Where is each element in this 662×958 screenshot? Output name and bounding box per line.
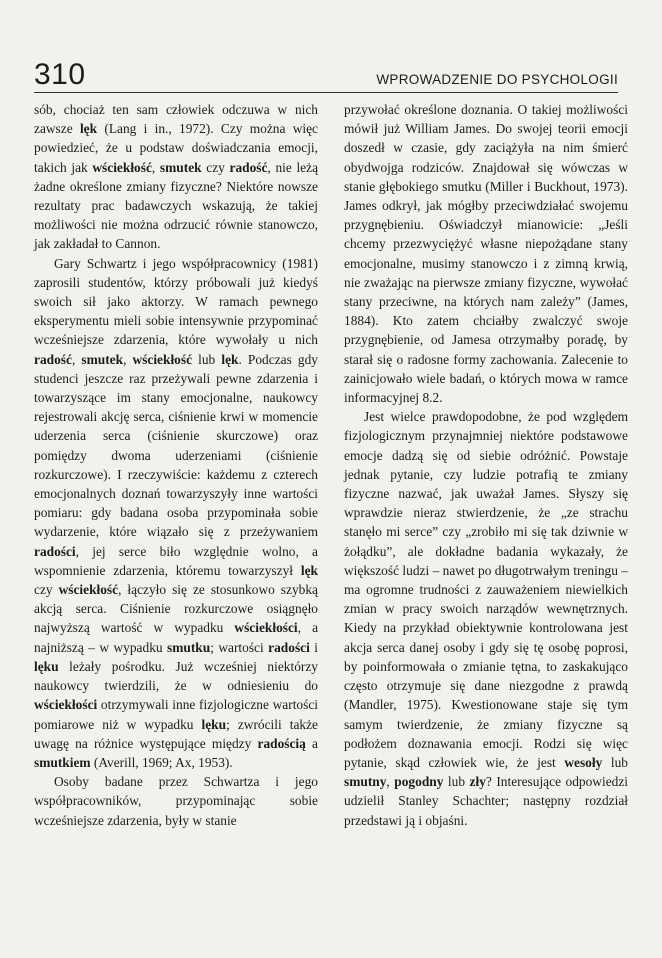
left-paragraph-3 — [34, 772, 318, 830]
text-run: leżały pośrodku. Już wcześniej niektórzy naukowcy twierdzili, że w odniesieniu do — [34, 658, 318, 694]
text-run: Osoby badane przez Schwartza i jego współpracowników, przypominając sobie wcześniejsze zdarzenia, były w stanie — [34, 774, 318, 828]
text-run: lub — [602, 754, 628, 770]
text-run: , łączyło się ze stosunkowo szybką akcją serca. Ciśnienie rozkurczowe osiągnęło najwyższą wartość w wypadku — [34, 582, 318, 636]
left-paragraph-1 — [34, 100, 318, 254]
emphasized-term: smutek — [81, 351, 124, 367]
emphasized-term: pogodny — [394, 774, 444, 790]
emphasized-term: wściekłości — [234, 620, 298, 636]
text-run: , — [151, 159, 160, 175]
emphasized-term: lęku — [34, 658, 59, 674]
emphasized-term: radości — [268, 639, 310, 655]
text-run: czy — [34, 582, 59, 598]
text-run: , — [71, 351, 82, 367]
emphasized-term: smutkiem — [34, 754, 91, 770]
text-run: , nie leżą żadne określone zmiany fizyczne? Niektóre nowsze rezultaty prac badawczych wskazują, że takiej możliwości nie można odrzucić równie stanowczo, jak zakładał to Cannon. — [34, 159, 319, 252]
text-run: ? Interesujące odpowiedzi udzielił Stanley Schachter; następny rozdział przedstawi ją i objaśni. — [344, 774, 628, 828]
text-run: a — [305, 735, 318, 751]
emphasized-term: smutny — [344, 774, 387, 790]
emphasized-term: wściekłość — [132, 351, 193, 367]
left-column — [34, 100, 318, 830]
right-paragraph-1 — [344, 100, 628, 407]
text-run: , jej serce biło względnie wolno, a wspomnienie zdarzenia, któremu towarzyszył — [34, 543, 318, 578]
emphasized-term: wściekłość — [58, 582, 119, 598]
text-run: i — [309, 639, 318, 655]
text-run: Jest wielce prawdopodobne, że pod względem fizjologicznym przynajmniej niektóre podstawowe emocje dadzą się od siebie odróżnić. Powstaje jednak pytanie, czy ludzie potrafią te zmiany fizyczne nazwać, jak uważał James. Słyszy się wprawdzie nieraz stwierdzenie, że „ze strachu stanęło mi serce” czy „zrobiło mi się tak dziwnie w żołądku”, ale dokładne badania wykazały, że większość ludzi – nawet po długotrwałym treningu – ma ogromne trudności z zauważeniem niewielkich zmian w pracy swoich narządów wewnętrznych. Kiedy na przykład obiektywnie kontrolowana jest akcja serca danej osoby i gdy się tę osobę poprosi, by poinformowała o zmianie tętna, to zaskakująco często otrzymuje się dane niezgodne z prawdą (Mandler, 1975). Kwestionowane staje się tym samym twierdzenie, że zmiany fizyczne są podłożem doznawania emocji. Rodzi się więc pytanie, skąd człowiek wie, że jest — [344, 409, 628, 770]
text-run: (Averill, 1969; Ax, 1953). — [90, 754, 233, 770]
emphasized-term: radość — [229, 159, 268, 175]
text-run: Gary Schwartz i jego współpracownicy (1981) zaprosili studentów, którzy próbowali już kiedyś swoich sił jako aktorzy. W ramach pewnego eksperymentu mieli sobie intensywnie przypominać wcześniejsze zdarzenia, które wywołały u nich — [34, 255, 318, 348]
emphasized-term: lęk — [79, 121, 98, 137]
running-head-title: WPROWADZENIE DO PSYCHOLOGII — [376, 72, 618, 87]
emphasized-term: smutek — [159, 159, 202, 175]
emphasized-term: wesoły — [564, 754, 603, 770]
emphasized-term: wściekłość — [92, 159, 152, 175]
text-run: , — [123, 351, 133, 367]
emphasized-term: radości — [34, 543, 76, 559]
right-column — [344, 100, 628, 830]
text-run: , — [386, 774, 395, 790]
emphasized-term: smutku — [167, 639, 211, 655]
text-run: przywołać określone doznania. O takiej możliwości mówił już William James. Do swojej teorii emocji doszedł w czasie, gdy zaciążyła na nim śmierć obydwojga rodziców. Znajdował się wówczas w stanie głębokiego smutku (Miller i Buckhout, 1973). James odkrył, jak mógłby przeciwdziałać swojemu przygnębieniu. Oświadczył mianowicie: „Jeśli chcemy przezwyciężyć własne niepożądane stany emocjonalne, musimy stanowczo i z zimną krwią, nie zważając na pierwsze zmiany fizyczne, wywołać stany przeciwne, na których nam zależy” (James, 1884). Kto zatem chciałby zwalczyć swoje przygnębienie, od Jamesa otrzymałby poradę, by starał się o radosne formy zachowania. Zalecenie to zainicjowało wiele badań, o których mowa w ramce informacyjnej 8.2. — [344, 102, 628, 406]
text-run: ; wartości — [210, 639, 269, 655]
text-run: sób, chociaż ten sam człowiek odczuwa w nich zawsze — [34, 102, 318, 137]
text-run: lub — [192, 351, 222, 367]
emphasized-term: lęk — [300, 562, 318, 578]
emphasized-term: radość — [34, 351, 72, 367]
text-run: ; zwrócili także uwagę na różnice występujące między — [34, 716, 318, 751]
text-run: (Lang i in., 1972). Czy można więc powiedzieć, że u podstaw doświadczania emocji, takich jak — [34, 121, 318, 175]
emphasized-term: lęku — [201, 716, 227, 732]
emphasized-term: radością — [257, 735, 306, 751]
text-run: , a najniższą – w wypadku — [34, 620, 319, 655]
text-run: czy — [201, 159, 230, 175]
page-number: 310 — [34, 58, 86, 91]
text-run: otrzymywali inne fizjologiczne wartości pomiarowe niż w wypadku — [34, 697, 318, 732]
emphasized-term: zły — [469, 774, 486, 790]
header-rule — [34, 92, 618, 93]
text-run: lub — [443, 774, 470, 790]
text-run: . Podczas gdy studenci jeszcze raz przeżywali pewne zdarzenia i towarzyszące im stany emocjonalne, naukowcy rejestrowali akcję serca, ciśnienie krwi w momencie uderzenia serca (ciśnienie skurczowe) oraz pomiędzy dwoma uderzeniami (ciśnienie rozkurczowe). I rzeczywiście: każdemu z czterech emocjonalnych doznań towarzyszyły inne wartości pomiaru: gdy badana osoba przypominała sobie wydarzenie, które wiązało się z przeżywaniem — [34, 351, 318, 540]
emphasized-term: lęk — [221, 351, 239, 367]
right-paragraph-2 — [344, 407, 628, 829]
emphasized-term: wściekłości — [34, 697, 98, 713]
left-paragraph-2 — [34, 254, 318, 772]
